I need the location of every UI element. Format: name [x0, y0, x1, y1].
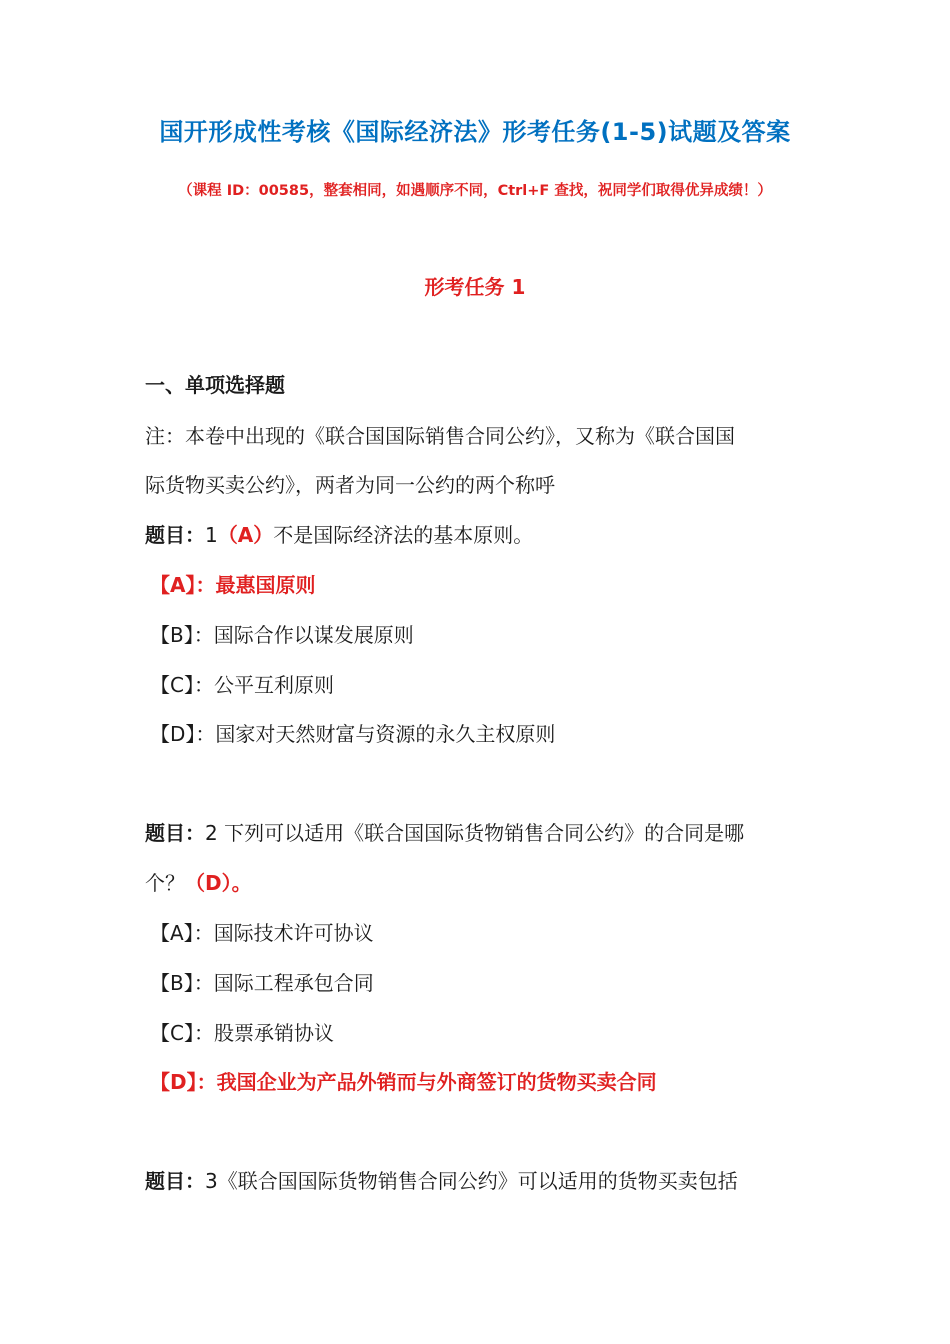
question-text: 不是国际经济法的基本原则。 — [273, 523, 534, 547]
document-title: 国开形成性考核《国际经济法》形考任务(1-5)试题及答案 — [159, 118, 791, 146]
option-c — [150, 670, 820, 700]
question-label: 题目： — [145, 1169, 205, 1193]
option-b — [150, 620, 820, 650]
question-3 — [145, 1166, 815, 1196]
option-text: 国际工程承包合同 — [213, 971, 374, 995]
option-text: 国际技术许可协议 — [213, 921, 374, 945]
option-d — [150, 1067, 820, 1097]
question-number: 3 — [205, 1169, 218, 1193]
option-key: 【D】： — [150, 722, 216, 746]
question-label: 题目： — [145, 821, 205, 845]
option-key: 【B】： — [150, 623, 214, 647]
option-key: 【B】： — [150, 971, 214, 995]
question-2-continued — [145, 868, 815, 898]
question-text: 《联合国国际货物销售合同公约》可以适用的货物买卖包括 — [217, 1169, 738, 1193]
question-2 — [145, 818, 815, 848]
question-answer: （D）。 — [185, 871, 252, 895]
option-a — [150, 918, 820, 948]
option-key: 【A】： — [150, 921, 214, 945]
option-key: 【A】： — [150, 573, 216, 597]
question-number: 2 — [205, 821, 218, 845]
question-answer: （A） — [217, 523, 274, 547]
option-text: 股票承销协议 — [213, 1021, 334, 1045]
question-1 — [145, 520, 815, 550]
task-heading: 形考任务 1 — [424, 275, 526, 299]
note-line: 注：本卷中出现的《联合国国际销售合同公约》，又称为《联合国国 — [145, 424, 735, 448]
option-text: 公平互利原则 — [213, 673, 334, 697]
note-line: 际货物买卖公约》，两者为同一公约的两个称呼 — [145, 473, 555, 497]
section-heading: 一、单项选择题 — [145, 373, 285, 397]
option-key: 【D】： — [150, 1070, 217, 1094]
question-text: 下列可以适用《联合国国际货物销售合同公约》的合同是哪 — [224, 821, 745, 845]
option-c — [150, 1018, 820, 1048]
question-label: 题目： — [145, 523, 205, 547]
option-text: 国际合作以谋发展原则 — [213, 623, 414, 647]
option-a — [150, 570, 820, 600]
option-key: 【C】： — [150, 673, 214, 697]
question-text: 个？ — [145, 871, 185, 895]
option-text: 国家对天然财富与资源的永久主权原则 — [215, 722, 556, 746]
option-d — [150, 719, 820, 749]
option-text: 最惠国原则 — [215, 573, 316, 597]
course-id-note: （课程 ID：00585，整套相同，如遇顺序不同，Ctrl+F 查找，祝同学们取得优异成绩！） — [178, 183, 772, 199]
option-text: 我国企业为产品外销而与外商签订的货物买卖合同 — [216, 1070, 657, 1094]
option-key: 【C】： — [150, 1021, 214, 1045]
option-b — [150, 968, 820, 998]
question-number: 1 — [205, 523, 218, 547]
